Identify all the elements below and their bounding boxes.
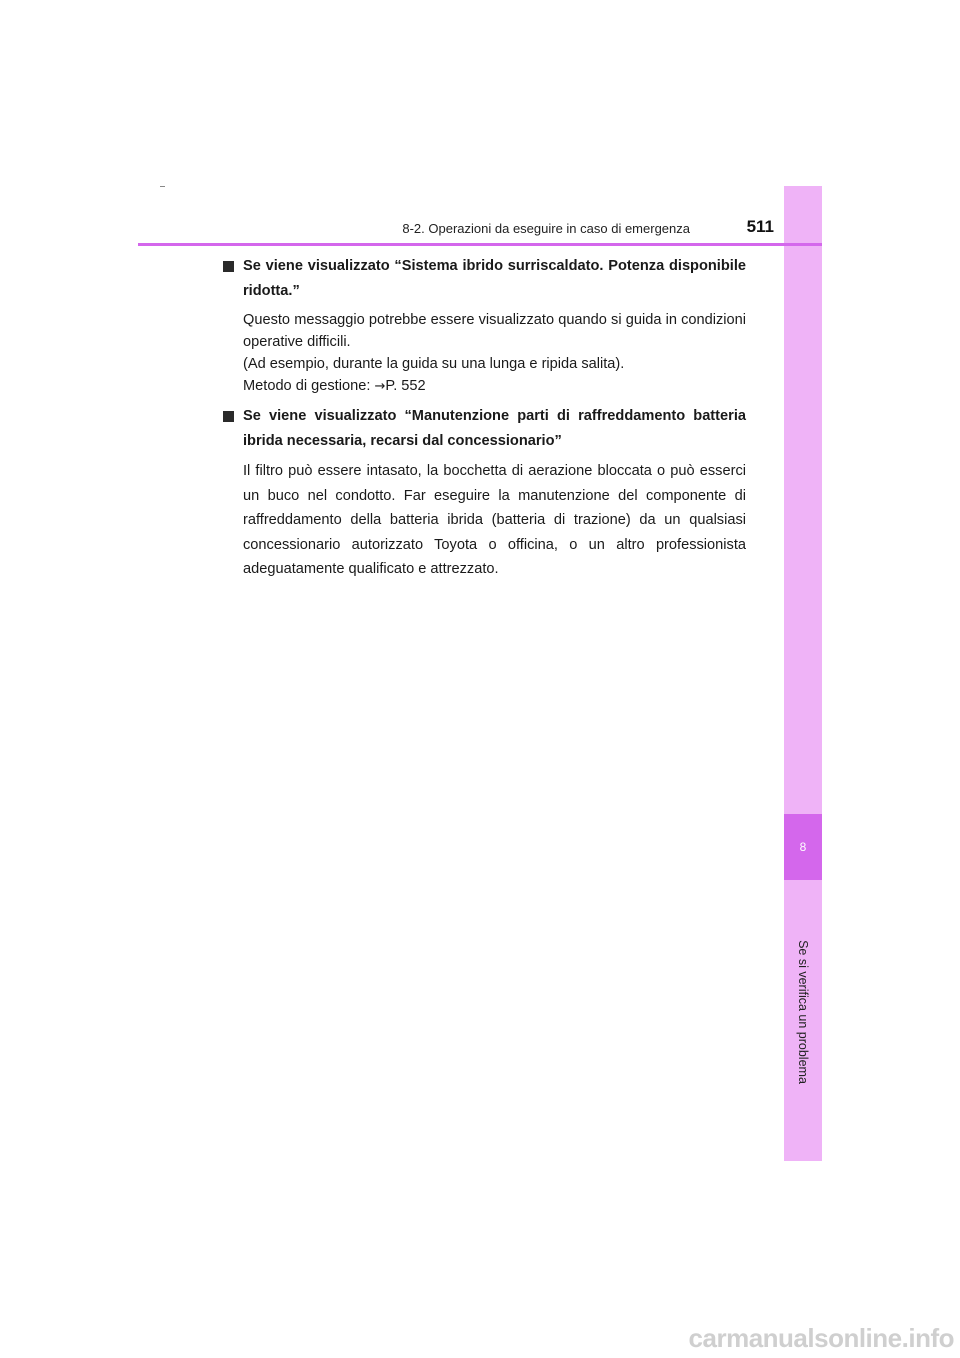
item-heading: Se viene visualizzato “Sistema ibrido surriscaldato. Potenza disponibile ridotta.” xyxy=(243,258,746,299)
item-heading: Se viene visualizzato “Manutenzione parti di raffreddamento batteria ibrida necessaria, recarsi dal concessionario” xyxy=(243,408,746,449)
page-content xyxy=(223,254,746,588)
header-divider xyxy=(138,243,822,246)
item-body: Il filtro può essere intasato, la bocchetta di aerazione bloccata o può esserci un buco nel condotto. Far eseguire la manutenzione del componente di raffreddamento della batteria ibrida (batteria di trazione) da un qualsiasi concessionario autorizzato Toyota o officina, o un altro professionista adeguatamente qualificato e attrezzato. xyxy=(243,463,746,577)
body-line: Questo messaggio potrebbe essere visualizzato quando si guida in condizioni operative difficili. xyxy=(243,312,746,350)
crop-mark xyxy=(160,186,165,187)
section-title: 8-2. Operazioni da eseguire in caso di emergenza xyxy=(402,221,690,236)
reference-prefix: Metodo di gestione: xyxy=(243,378,375,394)
chapter-number: 8 xyxy=(799,840,807,854)
item-body xyxy=(243,309,746,398)
watermark-text: carmanualsonline.info xyxy=(688,1323,954,1353)
chapter-number-box xyxy=(784,814,822,880)
reference-line xyxy=(243,375,746,398)
page-number: 511 xyxy=(746,217,774,236)
list-item xyxy=(223,254,746,398)
chapter-title: Se si verifica un problema xyxy=(796,940,810,1084)
page-reference-link[interactable]: P. 552 xyxy=(385,378,426,394)
reference-arrow-icon: → xyxy=(374,379,386,394)
body-line: (Ad esempio, durante la guida su una lunga e ripida salita). xyxy=(243,356,625,372)
square-bullet-icon xyxy=(223,261,234,272)
list-item xyxy=(223,404,746,582)
square-bullet-icon xyxy=(223,411,234,422)
